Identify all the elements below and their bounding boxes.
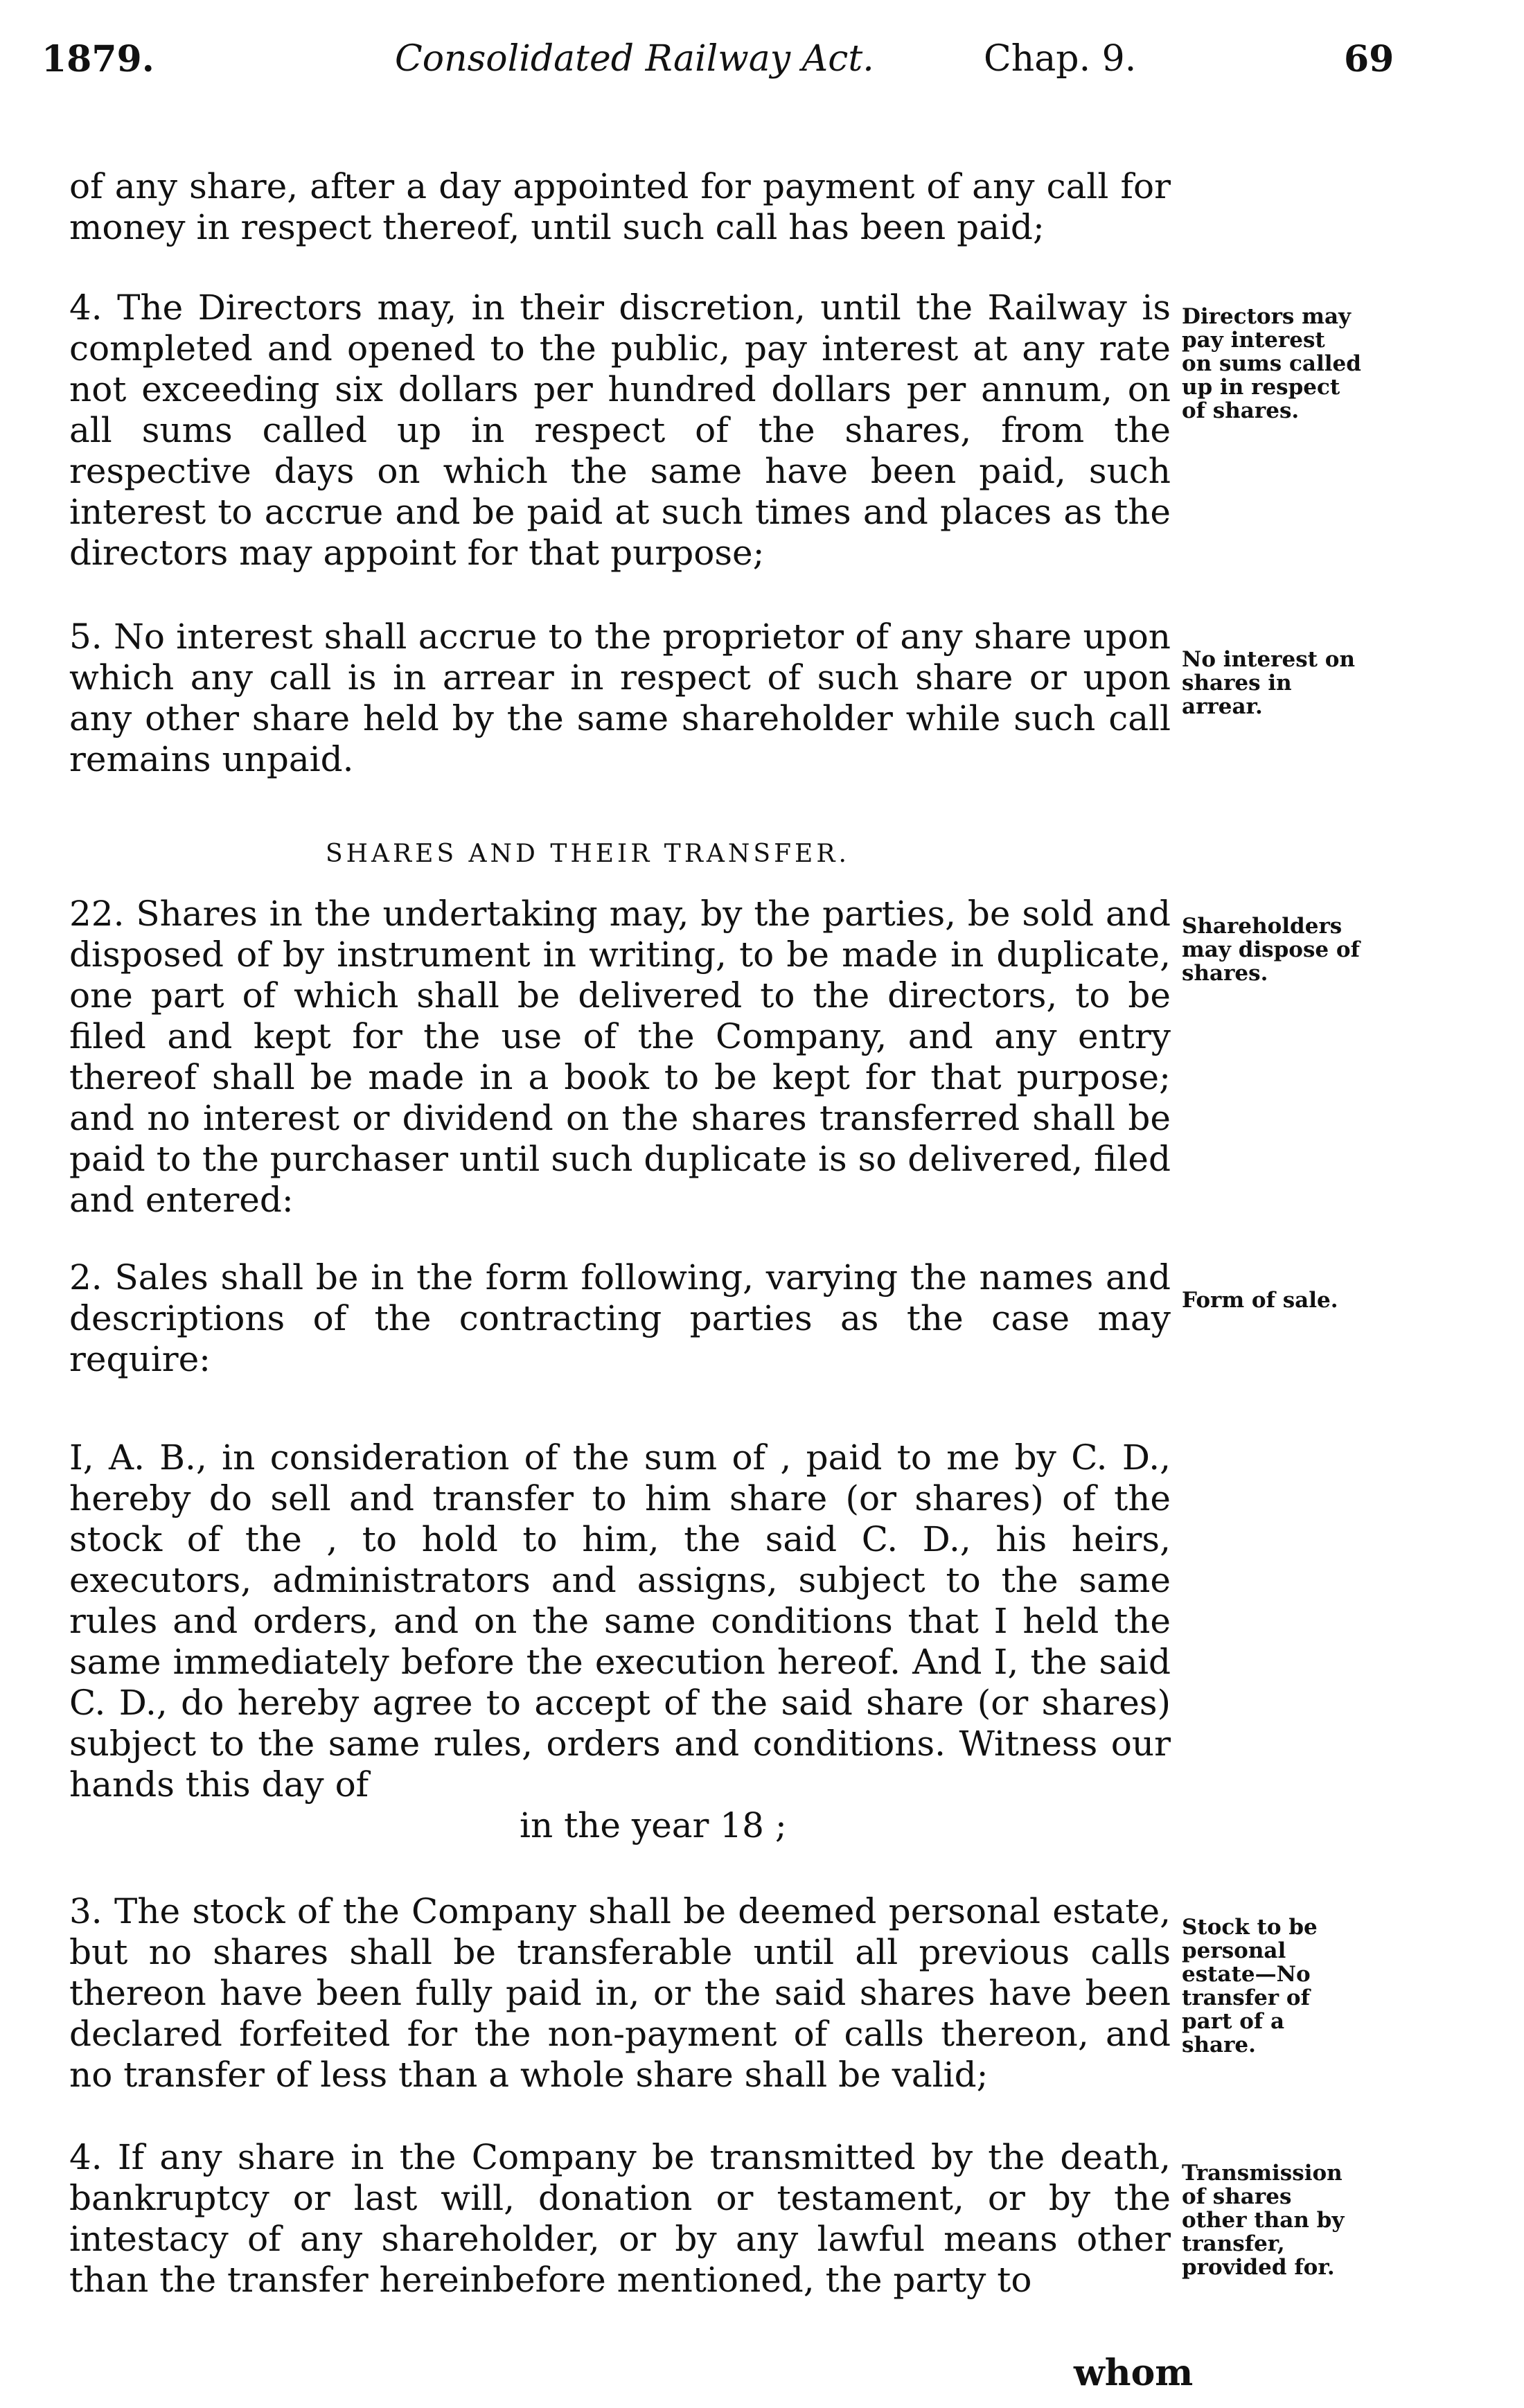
paragraph-text: of any share, after a day appointed for payment of any call for money in respect thereof, until such call has been paid; xyxy=(69,166,1171,247)
paragraph-text: 3. The stock of the Company shall be deemed personal estate, but no shares shall be transferable until all previous calls thereon have been fully paid in, or the said shares have been declared forfeited for the non-payment of calls thereon, and no transfer of less than a whole share shall be valid; xyxy=(69,1891,1171,2095)
paragraph-text: 5. No interest shall accrue to the proprietor of any share upon which any call is in arrear in respect of such share or upon any other share held by the same shareholder while such call remains unpaid. xyxy=(69,617,1171,779)
margin-note-stock-personal: Stock to be personal estate—No transfer of part of a share. xyxy=(1182,1915,1318,2057)
paragraph-text: 22. Shares in the undertaking may, by the parties, be sold and disposed of by instrument in writing, to be made in duplicate, one part of which shall be delivered to the directors, to be filed and kept for the use of the Company, and any entry thereof shall be made in a book to be kept for that purpose; and no interest or dividend on the shares transferred shall be paid to the purchaser until such duplicate is so delivered, filed and entered: xyxy=(69,894,1171,1220)
paragraph-text: 4. If any share in the Company be transmitted by the death, bankruptcy or last will, donation or testament, or by the intestacy of any shareholder, or by any lawful means other than the transfer hereinbefore mentioned, the party to xyxy=(69,2137,1171,2300)
paragraph-continuation xyxy=(69,166,1171,248)
section-heading: SHARES AND THEIR TRANSFER. xyxy=(326,840,850,868)
page-number: 69 xyxy=(1344,38,1394,80)
paragraph-2-sales-form xyxy=(69,1257,1171,1380)
paragraph-5-no-interest xyxy=(69,617,1171,780)
margin-note-directors-interest: Directors may pay interest on sums called up in respect of shares. xyxy=(1182,304,1361,423)
paragraph-text: 4. The Directors may, in their discretion, until the Railway is completed and opened to the public, pay interest at any rate not exceeding six dollars per hundred dollars per annum, on all sums called up in respect of the shares, from the respective days on which the same have been paid, such interest to accrue and be paid at such times and places as the directors may appoint for that purpose; xyxy=(69,287,1171,573)
margin-note-transmission: Transmission of shares other than by transfer, provided for. xyxy=(1182,2161,1345,2280)
form-of-sale-text xyxy=(69,1437,1171,1846)
form-year-line: in the year 18 ; xyxy=(520,1805,787,1845)
year: 1879. xyxy=(42,38,154,80)
margin-note-no-interest: No interest on shares in arrear. xyxy=(1182,647,1355,719)
margin-note-shareholders: Shareholders may dispose of shares. xyxy=(1182,914,1360,986)
paragraph-4-transmission xyxy=(69,2137,1171,2301)
chapter-number: Chap. 9. xyxy=(984,38,1137,80)
paragraph-4-directors-interest xyxy=(69,287,1171,574)
margin-note-form-of-sale: Form of sale. xyxy=(1182,1288,1338,1313)
catchword: whom xyxy=(1074,2352,1194,2394)
form-body: I, A. B., in consideration of the sum of , paid to me by C. D., hereby do sell and transfer to him share (or shares) of the stock of the , to hold to him, the said C. D., his heirs, executors, administrators and assigns, subject to the same rules and orders, and on the same conditions that I held the same immediately before the execution hereof. And I, the said C. D., do hereby agree to accept of the said share (or shares) subject to the same rules, orders and conditions. Witness our hands this day of xyxy=(69,1437,1171,1805)
act-title: Consolidated Railway Act. xyxy=(395,38,874,80)
section-22-shares xyxy=(69,894,1171,1221)
paragraph-3-stock-personal-estate xyxy=(69,1891,1171,2096)
paragraph-text: 2. Sales shall be in the form following, varying the names and descriptions of the contracting parties as the case may require: xyxy=(69,1257,1171,1379)
